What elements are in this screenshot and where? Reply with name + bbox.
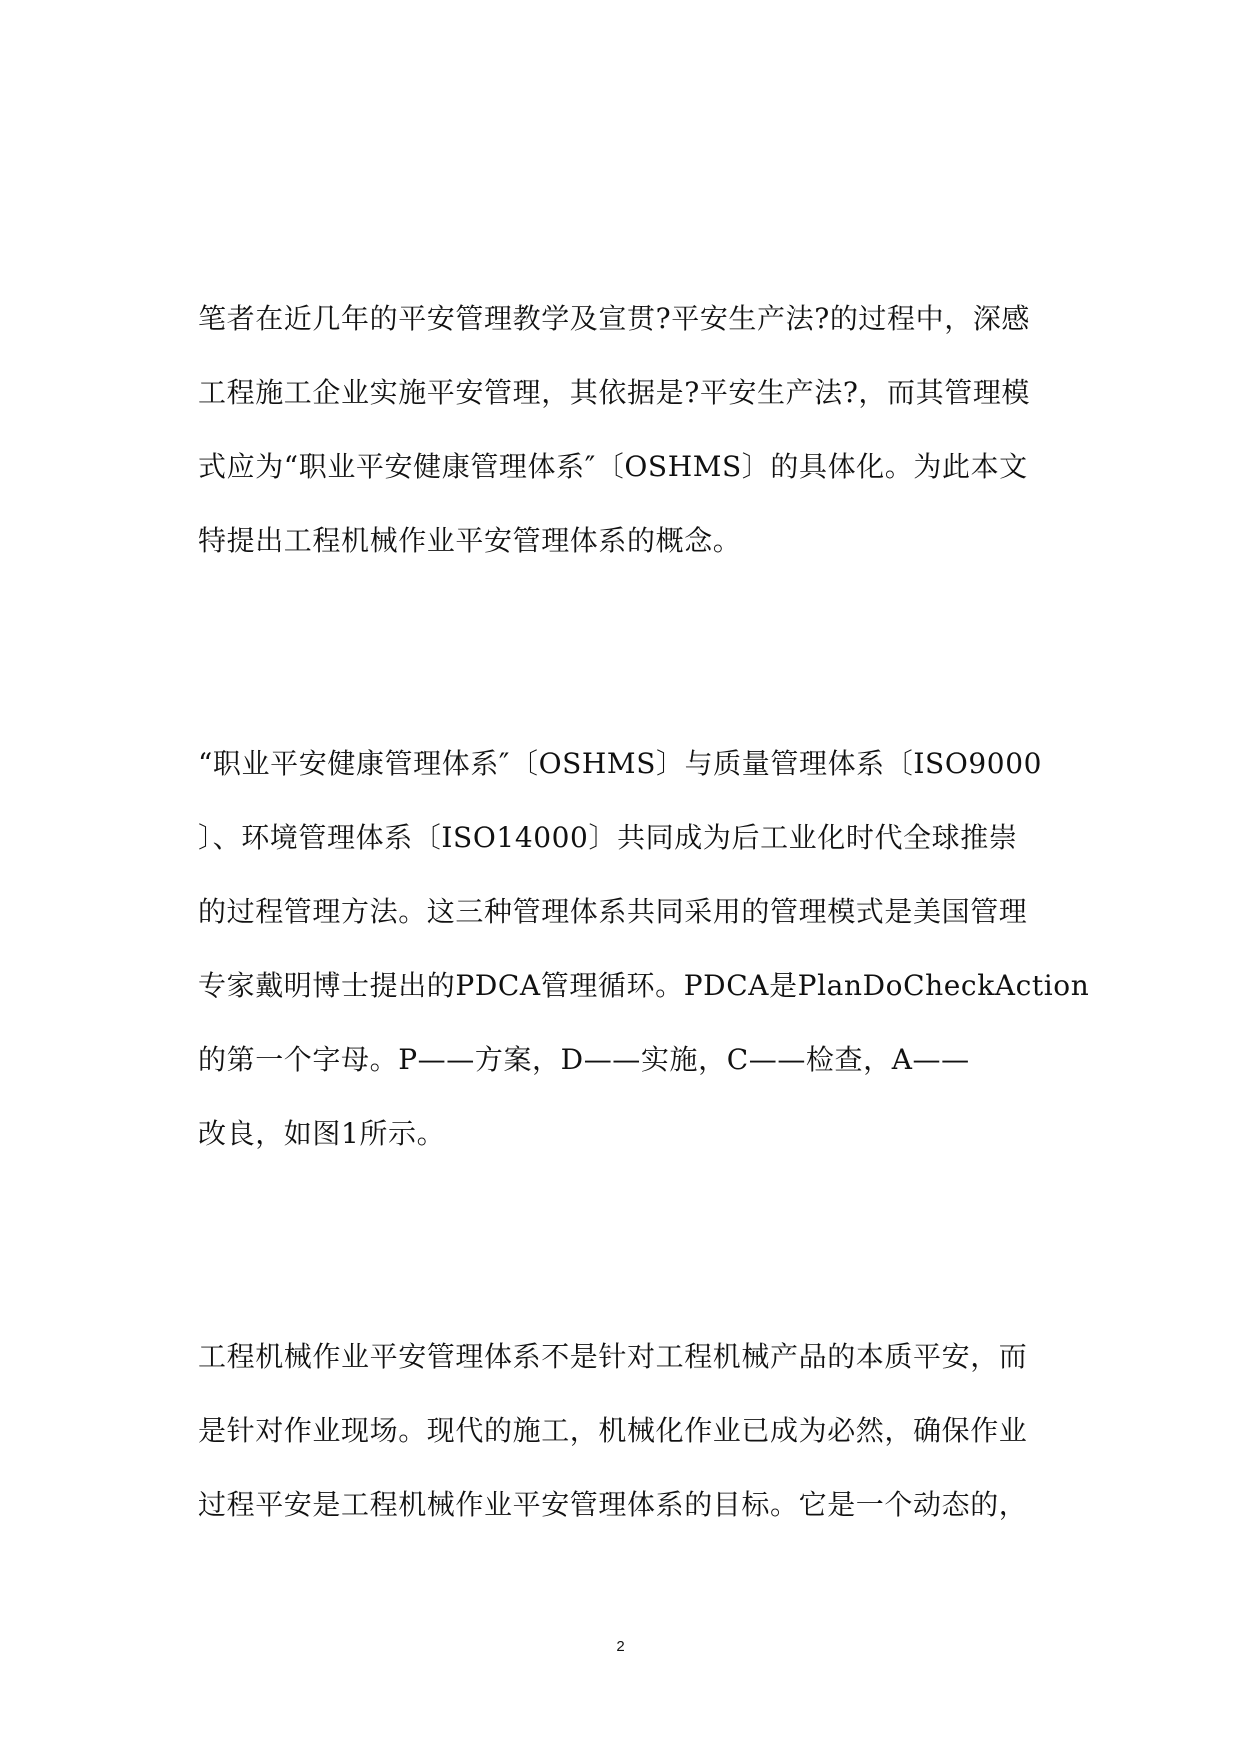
text-line: 的过程管理方法。这三种管理体系共同采用的管理模式是美国管理	[198, 895, 1028, 928]
text-line: 专家戴明博士提出的PDCA管理循环。PDCA是PlanDoCheckAction	[198, 969, 1090, 1002]
text-line: 过程平安是工程机械作业平安管理体系的目标。它是一个动态的，	[198, 1488, 1028, 1521]
text-line: 改良，如图1所示。	[198, 1117, 446, 1150]
text-line: 笔者在近几年的平安管理教学及宣贯?平安生产法?的过程中，深感	[198, 302, 1031, 335]
text-line: 是针对作业现场。现代的施工，机械化作业已成为必然，确保作业	[198, 1414, 1028, 1447]
text-line: 式应为“职业平安健康管理体系″〔OSHMS〕的具体化。为此本文	[198, 450, 1028, 483]
text-line: 特提出工程机械作业平安管理体系的概念。	[198, 524, 742, 557]
text-line: 工程机械作业平安管理体系不是针对工程机械产品的本质平安，而	[198, 1340, 1028, 1373]
text-line: 的第一个字母。P——方案，D——实施，C——检查，A——	[198, 1043, 970, 1076]
text-line: “职业平安健康管理体系″〔OSHMS〕与质量管理体系〔ISO9000	[198, 747, 1043, 780]
text-line: 〕、环境管理体系〔ISO14000〕共同成为后工业化时代全球推崇	[198, 821, 1018, 854]
text-line: 工程施工企业实施平安管理，其依据是?平安生产法?，而其管理模	[198, 376, 1031, 409]
page-number: 2	[616, 1638, 625, 1655]
